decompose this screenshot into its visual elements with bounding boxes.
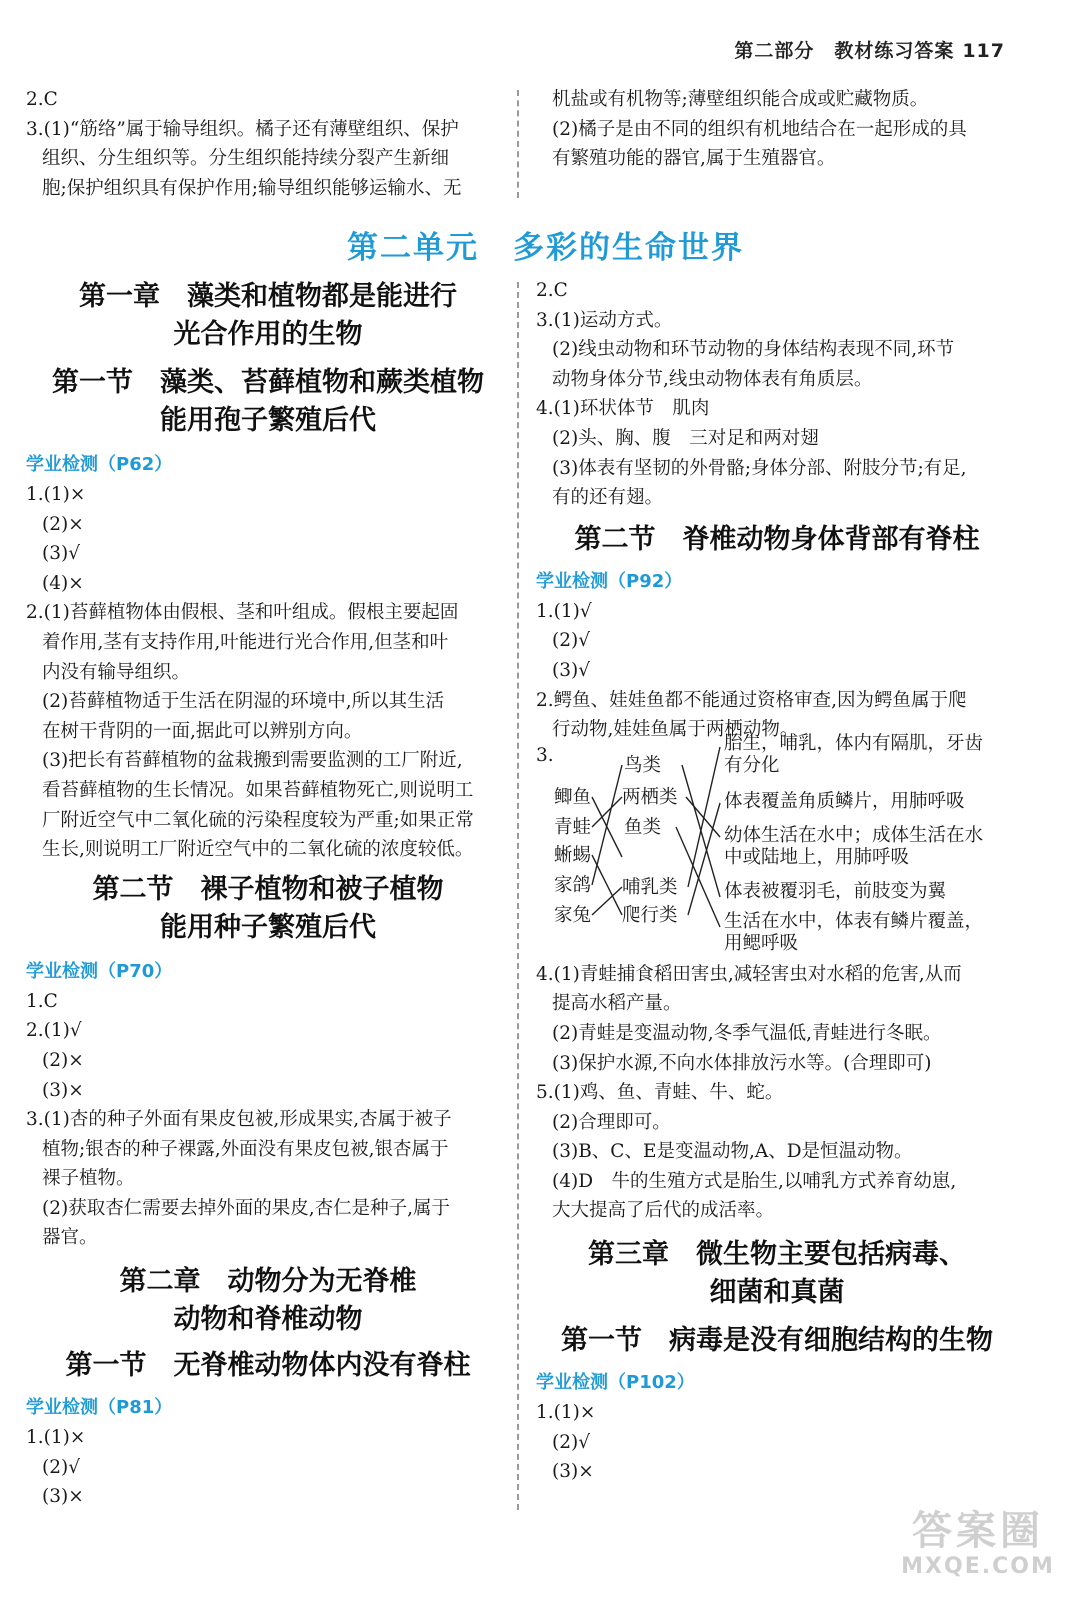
answer-line: 2.(1)√ bbox=[26, 1020, 82, 1042]
answer-line: (3)把长有苔藓植物的盆栽搬到需要监测的工厂附近, bbox=[42, 750, 463, 772]
feature-label: 中或陆地上，用肺呼吸 bbox=[724, 846, 910, 868]
class-label: 两栖类 bbox=[622, 786, 678, 808]
answer-line: (3)B、C、E是变温动物,A、D是恒温动物。 bbox=[552, 1141, 913, 1163]
quiz-label: 学业检测（P92） bbox=[536, 570, 683, 592]
answer-line: 提高水稻产量。 bbox=[552, 993, 682, 1015]
answer-line: 3.(1)运动方式。 bbox=[536, 309, 673, 331]
answer-line: 5.(1)鸡、鱼、青蛙、牛、蛇。 bbox=[536, 1082, 784, 1104]
animal-label: 家鸽 bbox=[554, 874, 592, 896]
answer-line: 3.(1)杏的种子外面有果皮包被,形成果实,杏属于被子 bbox=[26, 1109, 452, 1131]
answer-line: (3)× bbox=[42, 1486, 84, 1508]
answer-line: (2)√ bbox=[552, 630, 590, 652]
column-divider bbox=[517, 282, 519, 1510]
left-column bbox=[26, 278, 510, 1512]
feature-label: 用鳃呼吸 bbox=[724, 932, 799, 954]
class-label: 鱼类 bbox=[624, 816, 662, 838]
section-heading: 第二节 脊椎动物身体背部有脊柱 bbox=[574, 523, 980, 555]
column-divider bbox=[517, 90, 519, 198]
answer-line: 4.(1)环状体节 肌肉 bbox=[536, 398, 710, 420]
section-heading: 第二节 裸子植物和被子植物 能用种子繁殖后代 bbox=[92, 873, 444, 943]
answer-line: 着作用,茎有支持作用,叶能进行光合作用,但茎和叶 bbox=[42, 631, 449, 653]
answer-line: (2)× bbox=[42, 513, 84, 535]
answer-line: 在树干背阴的一面,据此可以辨别方向。 bbox=[42, 720, 363, 742]
feature-label: 有分化 bbox=[724, 754, 780, 776]
top-left-block bbox=[26, 85, 510, 203]
animal-label: 鲫鱼 bbox=[554, 786, 592, 808]
quiz-label: 学业检测（P70） bbox=[26, 960, 173, 982]
answer-line: 器官。 bbox=[42, 1227, 98, 1249]
chapter-heading: 第三章 微生物主要包括病毒、 细菌和真菌 bbox=[588, 1239, 966, 1309]
animal-label: 蜥蜴 bbox=[554, 844, 592, 866]
answer-line: 厂附近空气中二氧化硫的污染程度较为严重;如果正常 bbox=[42, 809, 474, 831]
unit-title bbox=[0, 222, 1091, 267]
right-column bbox=[536, 276, 1018, 1487]
answer-line: (2)苔藓植物适于生活在阴湿的环境中,所以其生活 bbox=[42, 691, 445, 713]
class-label: 哺乳类 bbox=[622, 876, 678, 898]
class-label: 鸟类 bbox=[624, 754, 662, 776]
answer-line: 机盐或有机物等;薄壁组织能合成或贮藏物质。 bbox=[552, 89, 929, 110]
quiz-label: 学业检测（P81） bbox=[26, 1397, 173, 1419]
unit-name: 多彩的生命世界 bbox=[513, 230, 744, 266]
answer-line: 生长,则说明工厂附近空气中的二氧化硫的浓度较低。 bbox=[42, 839, 474, 861]
answer-line: 3.(1)“筋络”属于输导组织。橘子还有薄壁组织、保护 bbox=[26, 118, 459, 140]
answer-line: (2)合理即可。 bbox=[552, 1111, 671, 1133]
animal-label: 家兔 bbox=[554, 904, 592, 926]
answer-line: 1.(1)× bbox=[26, 484, 86, 505]
answer-line: 2.鳄鱼、娃娃鱼都不能通过资格审查,因为鳄鱼属于爬 bbox=[536, 689, 967, 711]
section-heading: 第一节 无脊椎动物体内没有脊柱 bbox=[65, 1350, 471, 1382]
top-right-block bbox=[536, 85, 1018, 174]
feature-label: 胎生，哺乳，体内有隔肌，牙齿 bbox=[724, 732, 984, 754]
answer-line: 大大提高了后代的成活率。 bbox=[552, 1200, 775, 1222]
section-heading: 第一节 藻类、苔藓植物和蕨类植物 能用孢子繁殖后代 bbox=[52, 367, 484, 436]
answer-line: 有的还有翅。 bbox=[552, 487, 664, 509]
answer-line: (2)√ bbox=[552, 1431, 590, 1453]
answer-line: (2)√ bbox=[42, 1456, 80, 1478]
answer-line: 1.(1)× bbox=[536, 1402, 596, 1424]
answer-line: 有繁殖功能的器官,属于生殖器官。 bbox=[552, 148, 836, 170]
header-section: 第二部分 教材练习答案 bbox=[734, 40, 955, 62]
answer-line: 行动物,娃娃鱼属于两栖动物。 bbox=[552, 719, 799, 741]
answer-line: (2)× bbox=[42, 1049, 84, 1071]
watermark-logo-text: 答案圈 bbox=[912, 1508, 1044, 1554]
answer-line: 看苔藓植物的生长情况。如果苔藓植物死亡,则说明工 bbox=[42, 779, 474, 801]
answer-line: (3)× bbox=[552, 1461, 594, 1483]
section-heading: 第一节 病毒是没有细胞结构的生物 bbox=[561, 1325, 993, 1357]
answer-line: (4)× bbox=[42, 572, 84, 594]
answer-line: (2)青蛙是变温动物,冬季气温低,青蛙进行冬眠。 bbox=[552, 1022, 942, 1044]
page-number: 117 bbox=[962, 40, 1005, 62]
answer-line: 4.(1)青蛙捕食稻田害虫,减轻害虫对水稻的危害,从而 bbox=[536, 963, 962, 985]
answer-line: 1.(1)× bbox=[26, 1427, 86, 1449]
class-label: 爬行类 bbox=[622, 904, 678, 926]
answer-line: (3)√ bbox=[552, 659, 590, 681]
answer-line: 内没有输导组织。 bbox=[42, 661, 191, 683]
unit-number: 第二单元 bbox=[347, 230, 479, 266]
page-header bbox=[734, 36, 1005, 63]
answer-line: (2)橘子是由不同的组织有机地结合在一起形成的具 bbox=[552, 118, 967, 140]
answer-line: 2.C bbox=[26, 89, 58, 110]
match-label: 3. bbox=[536, 744, 554, 766]
answer-line: 2.(1)苔藓植物体由假根、茎和叶组成。假根主要起固 bbox=[26, 602, 459, 624]
answer-line: 2.C bbox=[536, 280, 568, 301]
answer-line: 胞;保护组织具有保护作用;输导组织能够运输水、无 bbox=[42, 177, 462, 199]
answer-line: (2)线虫动物和环节动物的身体结构表现不同,环节 bbox=[552, 339, 955, 361]
answer-line: (2)获取杏仁需要去掉外面的果皮,杏仁是种子,属于 bbox=[42, 1197, 450, 1219]
feature-label: 体表覆盖角质鳞片，用肺呼吸 bbox=[724, 790, 965, 812]
feature-label: 体表被覆羽毛，前肢变为翼 bbox=[724, 880, 947, 902]
watermark bbox=[883, 1508, 1073, 1588]
answer-line: (4)D 牛的生殖方式是胎生,以哺乳方式养育幼崽, bbox=[552, 1170, 957, 1192]
feature-label: 幼体生活在水中；成体生活在水 bbox=[724, 824, 984, 846]
answer-line: (3)× bbox=[42, 1079, 84, 1101]
quiz-label: 学业检测（P62） bbox=[26, 454, 173, 475]
feature-label: 生活在水中，体表有鳞片覆盖， bbox=[724, 910, 984, 932]
quiz-label: 学业检测（P102） bbox=[536, 1372, 695, 1394]
answer-line: 裸子植物。 bbox=[42, 1168, 135, 1190]
answer-line: 植物;银杏的种子裸露,外面没有果皮包被,银杏属于 bbox=[42, 1138, 449, 1160]
animal-label: 青蛙 bbox=[554, 816, 592, 838]
chapter-heading: 第二章 动物分为无脊椎 动物和脊椎动物 bbox=[119, 1266, 417, 1336]
answer-line: 组织、分生组织等。分生组织能持续分裂产生新细 bbox=[42, 148, 450, 170]
answer-line: (3)√ bbox=[42, 543, 80, 565]
answer-line: 1.C bbox=[26, 990, 58, 1012]
answer-line: (3)保护水源,不向水体排放污水等。(合理即可) bbox=[552, 1052, 932, 1074]
answer-line: (3)体表有坚韧的外骨骼;身体分部、附肢分节;有足, bbox=[552, 457, 967, 479]
answer-line: 动物身体分节,线虫动物体表有角质层。 bbox=[552, 368, 873, 390]
watermark-url: MXQE.COM bbox=[901, 1554, 1055, 1579]
chapter-heading: 第一章 藻类和植物都是能进行 光合作用的生物 bbox=[79, 281, 457, 350]
answer-line: 1.(1)√ bbox=[536, 600, 592, 622]
answer-line: (2)头、胸、腹 三对足和两对翅 bbox=[552, 427, 819, 449]
matching-diagram bbox=[536, 732, 1018, 960]
